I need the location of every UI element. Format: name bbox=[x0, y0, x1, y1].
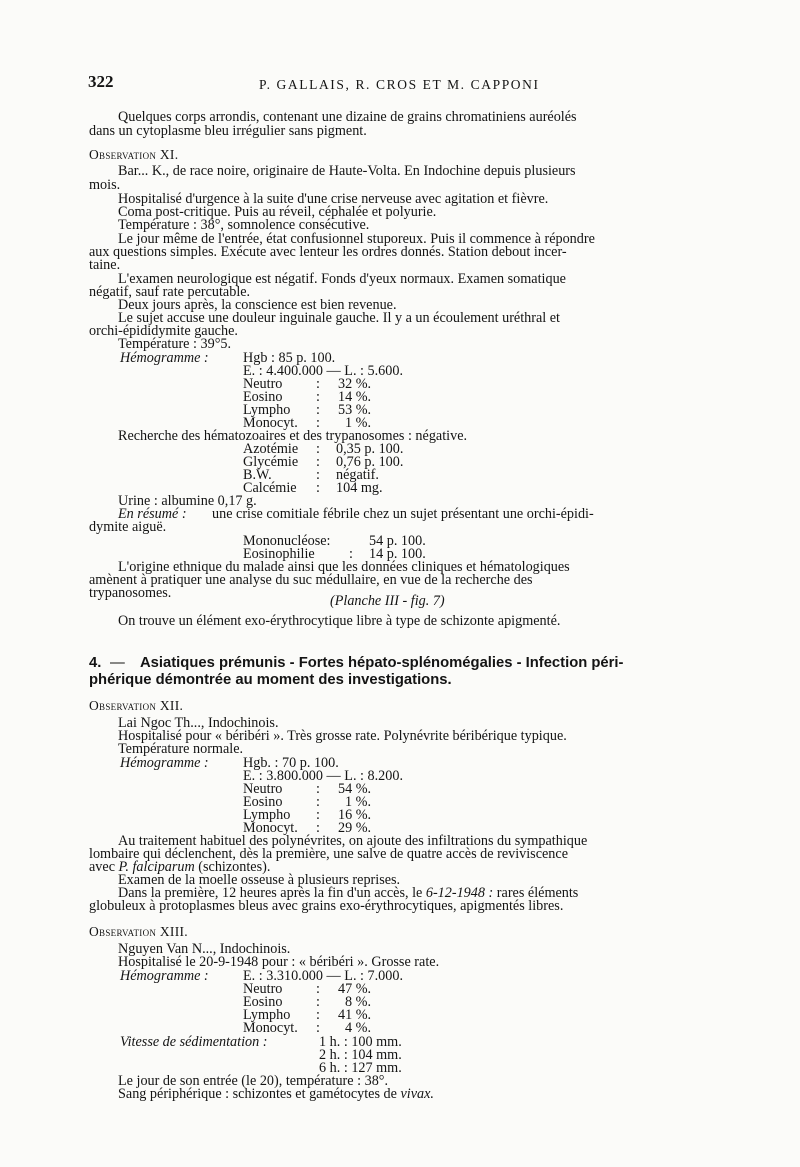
intro-line: Quelques corps arrondis, contenant une dizaine de grains chromatiniens auréolés bbox=[118, 109, 577, 125]
text-line: Coma post-critique. Puis au réveil, céphalée et polyurie. bbox=[118, 204, 437, 220]
formula-sep: : bbox=[316, 820, 320, 836]
hemogram-value: Hgb : 85 p. 100. bbox=[243, 350, 336, 366]
chem-name: B.W. bbox=[243, 467, 272, 483]
chem-name: Azotémie bbox=[243, 441, 299, 457]
section-title: phérique démontrée au moment des investigations. bbox=[89, 672, 452, 688]
section-number: 4. bbox=[89, 655, 102, 671]
observation-title: Observation XI. bbox=[89, 147, 179, 162]
formula-sep: : bbox=[316, 1020, 320, 1036]
chem-value: 104 mg. bbox=[336, 480, 383, 496]
observation-title: Observation XIII. bbox=[89, 924, 188, 939]
hemogram-label: Hémogramme : bbox=[120, 968, 209, 984]
text-line: trypanosomes. bbox=[89, 585, 172, 601]
species-name: P. falciparum bbox=[118, 859, 195, 875]
chem-sep: : bbox=[316, 441, 320, 457]
text-line: Le jour de son entrée (le 20), température : 38°. bbox=[118, 1073, 389, 1089]
chem-name: Glycémie bbox=[243, 454, 299, 470]
chem-sep: : bbox=[316, 480, 320, 496]
formula-sep: : bbox=[316, 402, 320, 418]
chem-sep: : bbox=[316, 467, 320, 483]
text-line: Température : 39°5. bbox=[118, 336, 232, 352]
text-line: une crise comitiale fébrile chez un sujet présentant une orchi-épidi- bbox=[212, 506, 594, 522]
running-head: P. GALLAIS, R. CROS ET M. CAPPONI bbox=[259, 77, 540, 92]
text-line: Nguyen Van N..., Indochinois. bbox=[118, 941, 291, 957]
sedimentation-value: 6 h. : 127 mm. bbox=[319, 1060, 402, 1076]
formula-value: 1 %. bbox=[345, 415, 372, 431]
chem-sep: : bbox=[316, 454, 320, 470]
hemogram-value: E. : 3.800.000 — L. : 8.200. bbox=[243, 768, 403, 784]
hemogram-value: E. : 3.310.000 — L. : 7.000. bbox=[243, 968, 403, 984]
formula-sep: : bbox=[316, 807, 320, 823]
formula-value: 54 %. bbox=[338, 781, 372, 797]
formula-name: Neutro bbox=[243, 981, 283, 997]
eosi-value: 14 p. 100. bbox=[369, 546, 426, 562]
mono-value: 54 p. 100. bbox=[369, 533, 426, 549]
text-line: Température : 38°, somnolence consécutive. bbox=[118, 217, 370, 233]
formula-sep: : bbox=[316, 376, 320, 392]
formula-sep: : bbox=[316, 994, 320, 1010]
formula-value: 8 %. bbox=[345, 994, 372, 1010]
chem-name: Calcémie bbox=[243, 480, 297, 496]
text-fragment: Sang périphérique : schizontes et gamétocytes de bbox=[118, 1086, 401, 1102]
chem-value: 0,35 p. 100. bbox=[336, 441, 404, 457]
text-line: globuleux à protoplasmes bleus avec grains exo-érythrocytiques, apigmentés libres. bbox=[89, 898, 564, 914]
formula-value: 29 %. bbox=[338, 820, 372, 836]
hemogram-value: Hgb. : 70 p. 100. bbox=[243, 755, 339, 771]
formula-name: Eosino bbox=[243, 389, 283, 405]
text-line: Le sujet accuse une douleur inguinale gauche. Il y a un écoulement uréthral et bbox=[118, 310, 560, 326]
text-fragment: avec bbox=[89, 859, 119, 875]
text-line: taine. bbox=[89, 257, 121, 273]
formula-sep: : bbox=[316, 981, 320, 997]
formula-name: Monocyt. bbox=[243, 1020, 298, 1036]
chem-value: négatif. bbox=[336, 467, 379, 483]
text-line: orchi-épididymite gauche. bbox=[89, 323, 238, 339]
formula-name: Lympho bbox=[243, 1007, 291, 1023]
formula-name: Monocyt. bbox=[243, 820, 298, 836]
text-line: Au traitement habituel des polynévrites, on ajoute des infiltrations du sympathique bbox=[118, 833, 588, 849]
mono-name: Mononucléose: bbox=[243, 533, 331, 549]
text-line: Examen de la moelle osseuse à plusieurs reprises. bbox=[118, 872, 401, 888]
text-line: Deux jours après, la conscience est bien revenue. bbox=[118, 297, 397, 313]
text-line: mois. bbox=[89, 177, 121, 193]
text-line: L'examen neurologique est négatif. Fonds d'yeux normaux. Examen somatique bbox=[118, 271, 566, 287]
observation-title: Observation XII. bbox=[89, 698, 184, 713]
date: 6-12-1948 : bbox=[425, 885, 494, 901]
text-line: Urine : albumine 0,17 g. bbox=[118, 493, 257, 509]
formula-value: 47 %. bbox=[338, 981, 372, 997]
formula-name: Monocyt. bbox=[243, 415, 298, 431]
eosi-name: Eosinophilie bbox=[243, 546, 315, 562]
text-line: négatif, sauf rate percutable. bbox=[89, 284, 251, 300]
section-dash: — bbox=[110, 655, 125, 671]
formula-value: 41 %. bbox=[338, 1007, 372, 1023]
section-title: Asiatiques prémunis - Fortes hépato-splénomégalies - Infection péri- bbox=[140, 655, 624, 671]
formula-sep: : bbox=[316, 794, 320, 810]
text-fragment: (schizontes). bbox=[194, 859, 271, 875]
formula-name: Lympho bbox=[243, 402, 291, 418]
text-line: Hospitalisé d'urgence à la suite d'une crise nerveuse avec agitation et fièvre. bbox=[118, 191, 549, 207]
species-name: vivax. bbox=[400, 1086, 434, 1102]
formula-sep: : bbox=[316, 1007, 320, 1023]
text-line: On trouve un élément exo-érythrocytique libre à type de schizonte apigmenté. bbox=[118, 613, 561, 629]
sedimentation-value: 2 h. : 104 mm. bbox=[319, 1047, 402, 1063]
text-line: Hospitalisé pour « béribéri ». Très grosse rate. Polynévrite béribérique typique. bbox=[118, 728, 567, 744]
text-line: Lai Ngoc Th..., Indochinois. bbox=[118, 715, 279, 731]
text-line: amènent à pratiquer une analyse du suc médullaire, en vue de la recherche des bbox=[89, 572, 533, 588]
page-number: 322 bbox=[88, 72, 114, 91]
text-fragment: Dans la première, 12 heures après la fin d'un accès, le bbox=[118, 885, 426, 901]
formula-sep: : bbox=[316, 781, 320, 797]
text-line: Recherche des hématozoaires et des trypanosomes : négative. bbox=[118, 428, 468, 444]
formula-sep: : bbox=[316, 415, 320, 431]
plate-reference: (Planche III - fig. 7) bbox=[330, 593, 445, 609]
formula-name: Eosino bbox=[243, 994, 283, 1010]
formula-value: 53 %. bbox=[338, 402, 372, 418]
formula-name: Neutro bbox=[243, 781, 283, 797]
formula-value: 32 %. bbox=[338, 376, 372, 392]
chem-value: 0,76 p. 100. bbox=[336, 454, 404, 470]
hemogram-value: E. : 4.400.000 — L. : 5.600. bbox=[243, 363, 403, 379]
formula-name: Neutro bbox=[243, 376, 283, 392]
sedimentation-label: Vitesse de sédimentation : bbox=[120, 1034, 268, 1050]
formula-value: 14 %. bbox=[338, 389, 372, 405]
text-line: aux questions simples. Exécute avec lenteur les ordres donnés. Station debout incer- bbox=[89, 244, 567, 260]
text-line: Hospitalisé le 20-9-1948 pour : « béribéri ». Grosse rate. bbox=[118, 954, 440, 970]
formula-name: Lympho bbox=[243, 807, 291, 823]
text-line: Bar... K., de race noire, originaire de Haute-Volta. En Indochine depuis plusieurs bbox=[118, 163, 576, 179]
resume-label: En résumé : bbox=[118, 506, 187, 522]
text-fragment: rares éléments bbox=[493, 885, 579, 901]
text-line bbox=[118, 1087, 434, 1102]
intro-line: dans un cytoplasme bleu irrégulier sans pigment. bbox=[89, 123, 367, 139]
sedimentation-value: 1 h. : 100 mm. bbox=[319, 1034, 402, 1050]
eosi-sep: : bbox=[349, 546, 353, 562]
text-line: lombaire qui déclenchent, dès la première, une salve de quatre accès de reviviscence bbox=[89, 846, 568, 862]
formula-value: 16 %. bbox=[338, 807, 372, 823]
formula-value: 4 %. bbox=[345, 1020, 372, 1036]
hemogram-label: Hémogramme : bbox=[120, 350, 209, 366]
formula-sep: : bbox=[316, 389, 320, 405]
text-line: L'origine ethnique du malade ainsi que les données cliniques et hématologiques bbox=[118, 559, 570, 575]
text-line: Le jour même de l'entrée, état confusionnel stuporeux. Puis il commence à répondre bbox=[118, 231, 595, 247]
text-line: dymite aiguë. bbox=[89, 519, 167, 535]
formula-name: Eosino bbox=[243, 794, 283, 810]
text-line: Température normale. bbox=[118, 741, 244, 757]
formula-value: 1 %. bbox=[345, 794, 372, 810]
hemogram-label: Hémogramme : bbox=[120, 755, 209, 771]
